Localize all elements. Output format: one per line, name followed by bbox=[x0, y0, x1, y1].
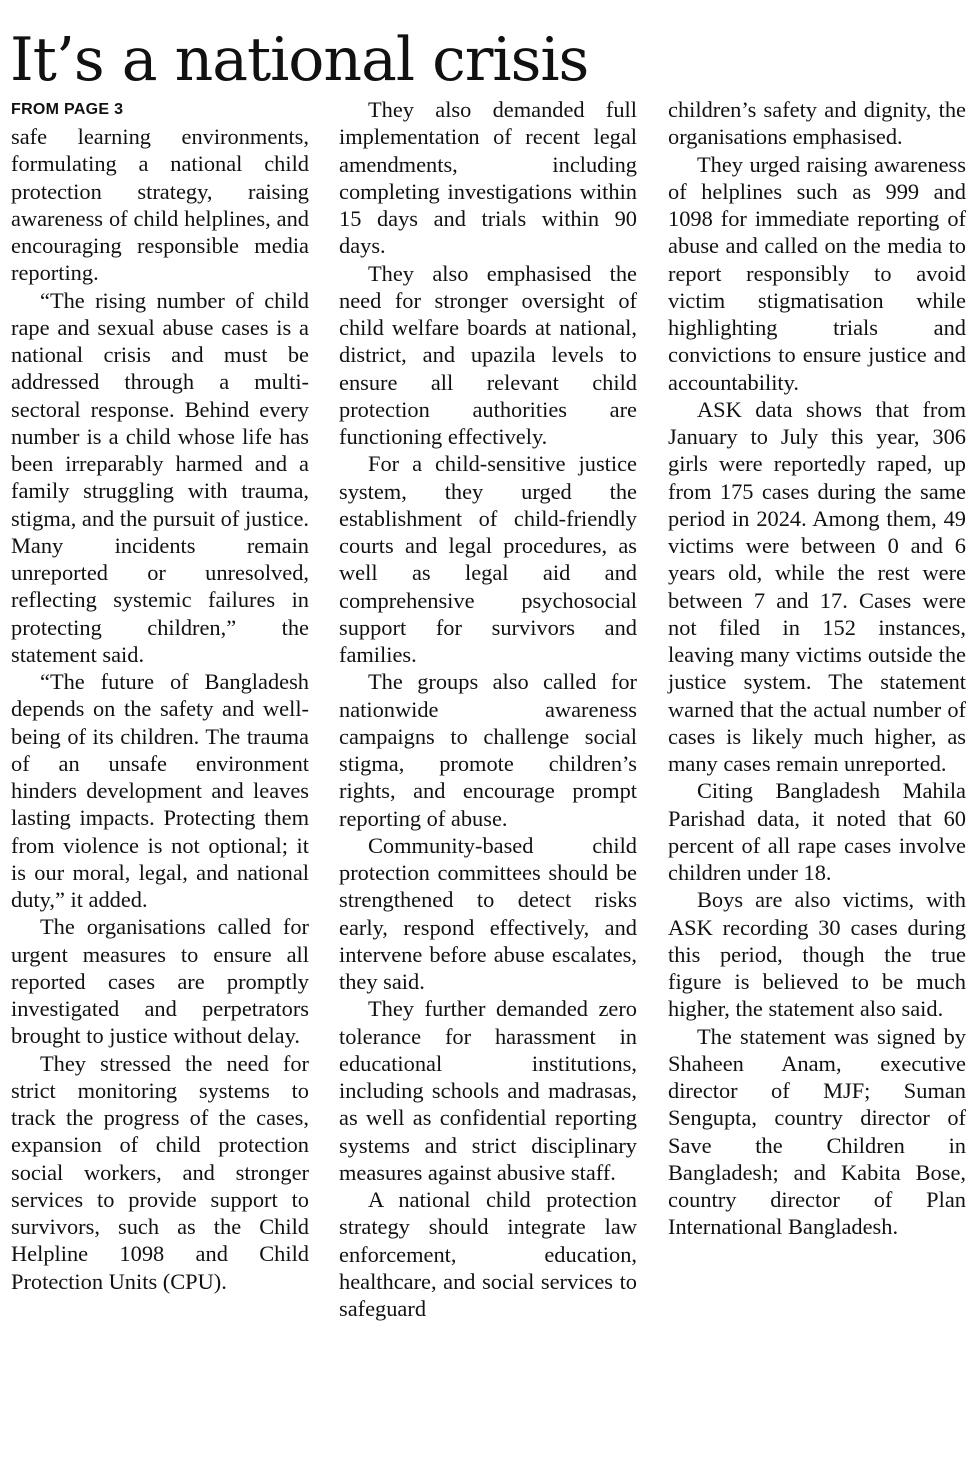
headline: It’s a national crisis bbox=[10, 25, 589, 95]
paragraph: Community-based child protection committees should be strengthened to detect risks early, respond effectively, and intervene before abuse escalates, they said. bbox=[339, 832, 637, 994]
article-column-1 bbox=[11, 96, 309, 1295]
paragraph: They further demanded zero tolerance for harassment in educational institutions, including schools and madrasas, as well as confidential reporting systems and strict disciplinary measures against abusive staff. bbox=[339, 996, 637, 1185]
paragraph: The organisations called for urgent measures to ensure all reported cases are promptly investigated and perpetrators brought to justice without delay. bbox=[11, 914, 309, 1049]
paragraph: The statement was signed by Shaheen Anam, executive director of MJF; Suman Sengupta, country director of Save the Children in Bangladesh; and Kabita Bose, country director of Plan International Bangladesh. bbox=[668, 1023, 966, 1240]
paragraph: For a child-sensitive justice system, they urged the establishment of child-friendly courts and legal procedures, as well as legal aid and comprehensive psychosocial support for survivors and families. bbox=[339, 451, 637, 667]
jump-line: FROM PAGE 3 bbox=[11, 101, 124, 118]
paragraph: A national child protection strategy should integrate law enforcement, education, healthcare, and social services to safeguard bbox=[339, 1187, 637, 1321]
paragraph: They urged raising awareness of helplines such as 999 and 1098 for immediate reporting of abuse and called on the media to report responsibly to avoid victim stigmatisation while highlighting trials and convictions to ensure justice and accountability. bbox=[668, 151, 966, 395]
paragraph: “The rising number of child rape and sexual abuse cases is a national crisis and must be addressed through a multi-sectoral response. Behind every number is a child whose life has been irreparably harmed and a family struggling with trauma, stigma, and the pursuit of justice. Many incidents remain unreported or unresolved, reflecting systemic failures in protecting children,” the statement said. bbox=[11, 287, 309, 667]
paragraph: Citing Bangladesh Mahila Parishad data, it noted that 60 percent of all rape cases involve children under 18. bbox=[668, 778, 966, 885]
paragraph: They also demanded full implementation of recent legal amendments, including completing investigations within 15 days and trials within 90 days. bbox=[339, 97, 637, 259]
paragraph: ASK data shows that from January to July this year, 306 girls were reportedly raped, up from 175 cases during the same period in 2024. Among them, 49 victims were between 0 and 6 years old, while the rest were between 7 and 17. Cases were not filed in 152 instances, leaving many victims outside the justice system. The statement warned that the actual number of cases is likely much higher, as many cases remain unreported. bbox=[668, 396, 966, 776]
paragraph: They stressed the need for strict monitoring systems to track the progress of the cases, expansion of child protection social workers, and stronger services to provide support to survivors, such as the Child Helpline 1098 and Child Protection Units (CPU). bbox=[11, 1050, 309, 1294]
paragraph: “The future of Bangladesh depends on the safety and well-being of its children. The trauma of an unsafe environment hinders development and leaves lasting impacts. Protecting them from violence is not optional; it is our moral, legal, and national duty,” it added. bbox=[11, 669, 309, 912]
paragraph: safe learning environments, formulating a national child protection strategy, raising awareness of child helplines, and encouraging responsible media reporting. bbox=[11, 124, 309, 286]
paragraph: children’s safety and dignity, the organisations emphasised. bbox=[668, 97, 966, 150]
article-column-3 bbox=[668, 96, 966, 1241]
paragraph: The groups also called for nationwide awareness campaigns to challenge social stigma, promote children’s rights, and encourage prompt reporting of abuse. bbox=[339, 669, 637, 831]
article-column-2 bbox=[339, 96, 637, 1322]
paragraph: They also emphasised the need for stronger oversight of child welfare boards at national, district, and upazila levels to ensure all relevant child protection authorities are functioning effectively. bbox=[339, 260, 637, 449]
paragraph: Boys are also victims, with ASK recording 30 cases during this period, though the true figure is believed to be much higher, the statement also said. bbox=[668, 887, 966, 1022]
